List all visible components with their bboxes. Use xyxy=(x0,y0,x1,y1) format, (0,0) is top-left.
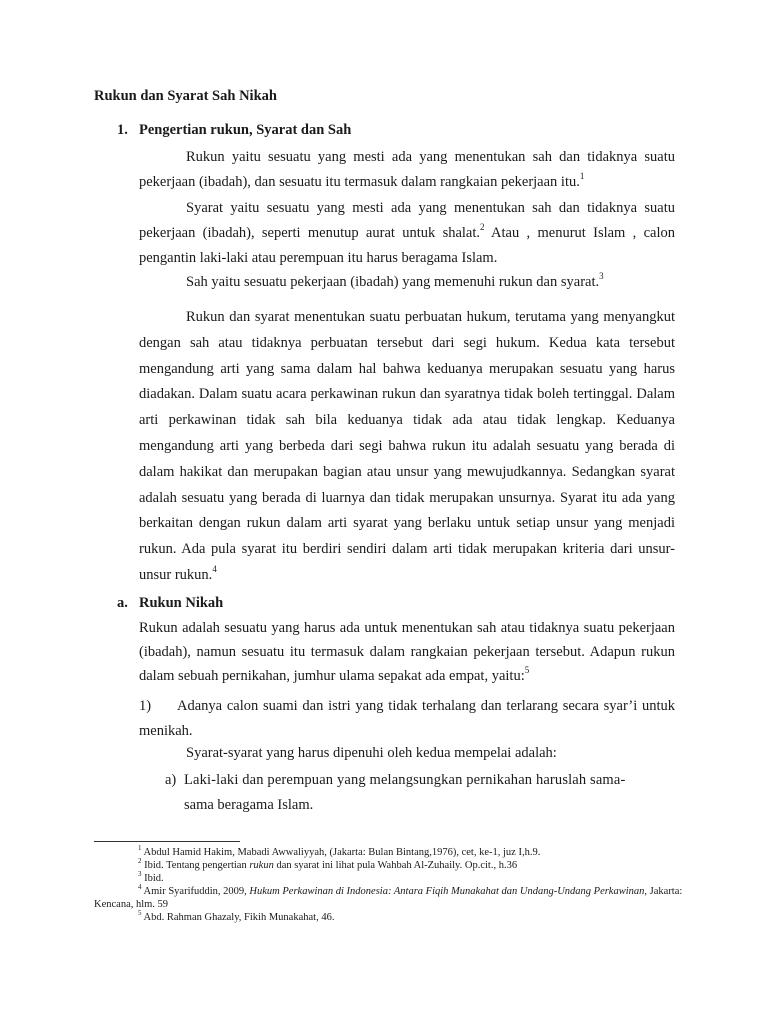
list-text: Adanya calon suami dan istri yang tidak terhalang dan terlarang secara syar’i untuk menikah. xyxy=(139,698,675,739)
list-number: 1) xyxy=(139,698,152,714)
section-title: Rukun Nikah xyxy=(139,595,224,611)
footnote-number: 5 xyxy=(138,908,142,917)
paragraph-syarat xyxy=(139,196,675,271)
footnote-4 xyxy=(94,882,684,911)
footnote-text: Abd. Rahman Ghazaly, Fikih Munakahat, 46. xyxy=(143,912,335,923)
footnotes xyxy=(94,843,684,924)
section-heading-1 xyxy=(117,122,351,139)
section-heading-a xyxy=(117,595,223,612)
footnote-ref: 2 xyxy=(480,222,485,233)
list-letter: a) xyxy=(165,772,177,788)
footnote-text: Ibid. xyxy=(144,873,164,884)
footnote-3 xyxy=(94,869,684,885)
footnote-2 xyxy=(94,856,684,872)
footnote-number: 1 xyxy=(138,843,142,852)
paragraph-syarat-mempelai: Syarat-syarat yang harus dipenuhi oleh kedua mempelai adalah: xyxy=(186,745,557,761)
paragraph-text: Atau , menurut Islam , calon pengantin laki-laki atau perempuan itu harus beragama Islam. xyxy=(139,225,675,266)
footnote-1 xyxy=(94,843,684,859)
page-title: Rukun dan Syarat Sah Nikah xyxy=(94,88,277,104)
paragraph-rukun xyxy=(139,145,675,195)
footnote-number: 4 xyxy=(138,882,142,891)
paragraph-main xyxy=(139,305,675,589)
list-item xyxy=(139,694,675,744)
footnote-italic: Hukum Perkawinan di Indonesia: Antara Fiqih Munakahat dan Undang-Undang Perkawinan xyxy=(249,886,645,897)
footnote-number: 2 xyxy=(138,856,142,865)
paragraph-sah xyxy=(139,270,675,295)
footnote-ref: 5 xyxy=(524,665,530,676)
paragraph-text: Sah yaitu sesuatu pekerjaan (ibadah) yang memenuhi rukun dan syarat. xyxy=(186,274,600,290)
footnote-5 xyxy=(94,908,684,924)
paragraph-rukun-nikah xyxy=(139,616,675,688)
paragraph-text: Rukun adalah sesuatu yang harus ada untuk menentukan sah atau tidaknya suatu pekerjaan (ibadah), namun sesuatu itu termasuk dalam rangkaian pekerjaan tersebut. Adapun rukun dalam sebuah pernikahan, jumhur ulama sepakat ada empat, yaitu: xyxy=(139,620,675,684)
footnote-divider xyxy=(94,841,240,842)
list-text: Laki-laki dan perempuan yang melangsungkan pernikahan haruslah sama- xyxy=(184,772,626,788)
footnote-ref: 1 xyxy=(579,171,585,182)
footnote-ref: 3 xyxy=(599,271,604,282)
section-number: 1. xyxy=(117,122,128,138)
footnote-text: dan syarat ini lihat pula Wahbah Al-Zuhaily. Op.cit., h.36 xyxy=(273,860,518,871)
section-number: a. xyxy=(117,595,128,611)
paragraph-text: Syarat yaitu sesuatu yang mesti ada yang menentukan sah dan tidaknya suatu pekerjaan (ibadah), seperti menutup aurat untuk shalat. xyxy=(139,200,675,241)
section-title: Pengertian rukun, Syarat dan Sah xyxy=(139,122,352,138)
list-text-continued: sama beragama Islam. xyxy=(184,797,314,813)
paragraph-text: Rukun yaitu sesuatu yang mesti ada yang menentukan sah dan tidaknya suatu pekerjaan (ibadah), dan sesuatu itu termasuk dalam rangkaian pekerjaan itu. xyxy=(139,149,675,190)
footnote-italic: rukun xyxy=(249,860,274,871)
footnote-ref: 4 xyxy=(212,564,217,575)
footnote-text: Ibid. Tentang pengertian xyxy=(144,860,250,871)
footnote-number: 3 xyxy=(138,869,142,878)
footnote-text: Abdul Hamid Hakim, Mabadi Awwaliyyah, (Jakarta: Bulan Bintang,1976), cet, ke-1, juz I,h.9. xyxy=(143,847,541,858)
sub-list-item xyxy=(165,768,675,818)
footnote-text: , Jakarta: Kencana, hlm. 59 xyxy=(94,886,683,910)
footnote-text: Amir Syarifuddin, 2009, xyxy=(143,886,250,897)
paragraph-text: Rukun dan syarat menentukan suatu perbuatan hukum, terutama yang menyangkut dengan sah atau tidaknya perbuatan tersebut dari segi hukum. Kedua kata tersebut mengandung arti yang sama dalam hal bahwa keduanya merupakan sesuatu yang harus diadakan. Dalam suatu acara perkawinan rukun dan syaratnya tidak boleh tertinggal. Dalam arti perkawinan tidak sah bila keduanya tidak ada atau tidak lengkap. Keduanya mengandung arti yang berbeda dari segi bahwa rukun itu adalah sesuatu yang berada di dalam hakikat dan merupakan bagian atau unsur yang mewujudkannya. Sedangkan syarat adalah sesuatu yang berada di luarnya dan tidak merupakan unsurnya. Syarat itu ada yang berkaitan dengan rukun dalam arti syarat yang berlaku untuk setiap unsur yang menjadi rukun. Ada pula syarat itu berdiri sendiri dalam arti tidak merupakan kriteria dari unsur-unsur rukun. xyxy=(139,309,675,583)
